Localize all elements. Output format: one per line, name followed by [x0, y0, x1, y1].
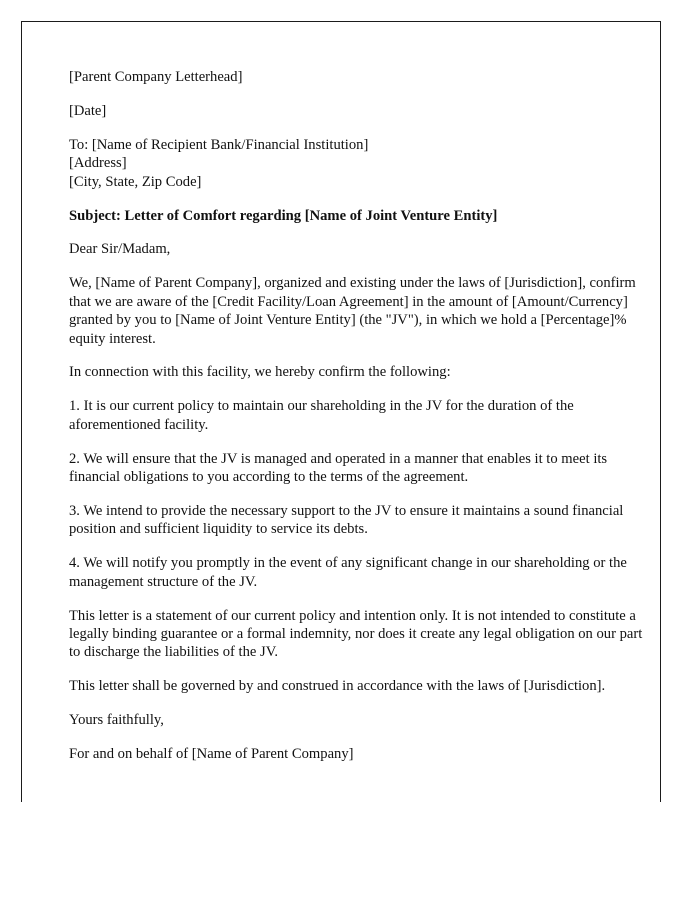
opening-paragraph: We, [Name of Parent Company], organized and existing under the laws of [Jurisdiction], confirm that we are aware of the [Credit Facility/Loan Agreement] in the amount of [Amount/Currency] granted by you to [Name of Joint Venture Entity] (the "JV"), in which we hold a [Percentage]% equity interest.	[69, 275, 636, 347]
date-line: [Date]	[69, 102, 107, 119]
recipient-block	[69, 136, 651, 191]
signature-block-line: For and on behalf of [Name of Parent Company]	[69, 746, 354, 763]
subject-line: Subject: Letter of Comfort regarding [Name of Joint Venture Entity]	[69, 207, 498, 224]
recipient-city-line: [City, State, Zip Code]	[69, 173, 202, 190]
numbered-item-2: 2. We will ensure that the JV is managed and operated in a manner that enables it to meet its financial obligations to you according to the terms of the agreement.	[69, 450, 608, 486]
numbered-item-3: 3. We intend to provide the necessary support to the JV to ensure it maintains a sound financial position and sufficient liquidity to service its debts.	[69, 503, 624, 538]
numbered-item-1: 1. It is our current policy to maintain our shareholding in the JV for the duration of the aforementioned facility.	[69, 398, 574, 433]
recipient-to-line: To: [Name of Recipient Bank/Financial Institution]	[69, 136, 369, 153]
salutation-line: Dear Sir/Madam,	[69, 241, 171, 258]
letterhead-line: [Parent Company Letterhead]	[69, 69, 243, 85]
recipient-address-line: [Address]	[69, 155, 127, 172]
disclaimer-paragraph: This letter is a statement of our current policy and intention only. It is not intended to constitute a legally binding guarantee or a formal indemnity, nor does it create any legal obligation on our part to discharge the liabilities of the JV.	[69, 607, 643, 661]
letter-body	[69, 68, 651, 764]
numbered-item-4: 4. We will notify you promptly in the event of any significant change in our shareholding or the management structure of the JV.	[69, 555, 627, 590]
page-frame	[21, 21, 661, 802]
lead-in-paragraph: In connection with this facility, we hereby confirm the following:	[69, 364, 451, 381]
governing-law-paragraph: This letter shall be governed by and construed in accordance with the laws of [Jurisdiction].	[69, 678, 606, 695]
closing-line: Yours faithfully,	[69, 712, 164, 729]
